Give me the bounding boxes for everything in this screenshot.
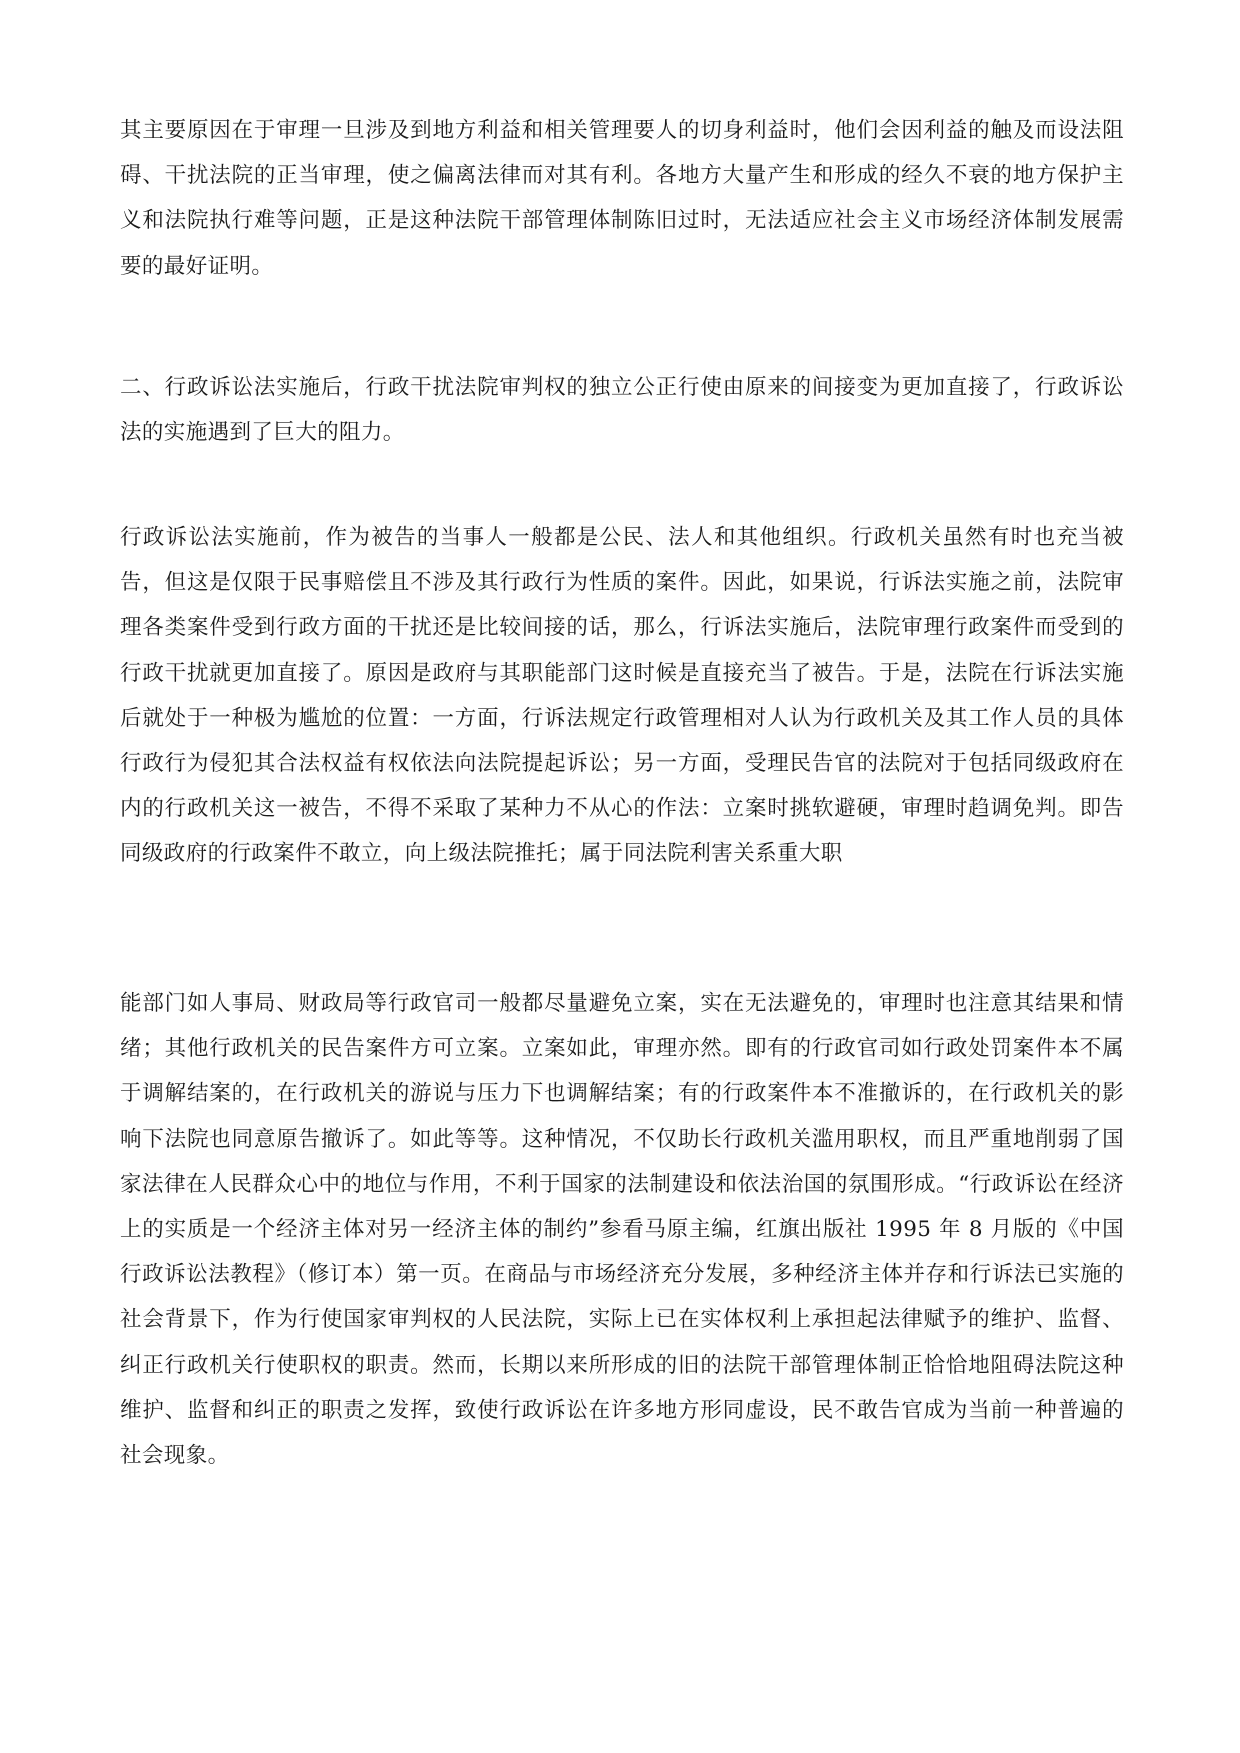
paragraph-before-implementation: 行政诉讼法实施前，作为被告的当事人一般都是公民、法人和其他组织。行政机关虽然有时也充当被告，但这是仅限于民事赔偿且不涉及其行政行为性质的案件。因此，如果说，行诉法实施之前，法院审理各类案件受到行政方面的干扰还是比较间接的话，那么，行诉法实施后，法院审理行政案件而受到的行政干扰就更加直接了。原因是政府与其职能部门这时候是直接充当了被告。于是，法院在行诉法实施后就处于一种极为尴尬的位置：一方面，行诉法规定行政管理相对人认为行政机关及其工作人员的具体行政行为侵犯其合法权益有权依法向法院提起诉讼；另一方面，受理民告官的法院对于包括同级政府在内的行政机关这一被告，不得不采取了某种力不从心的作法：立案时挑软避硬，审理时趋调免判。即告同级政府的行政案件不敢立，向上级法院推托；属于同法院利害关系重大职 (120, 525, 1124, 867)
paragraph-cause-analysis: 其主要原因在于审理一旦涉及到地方利益和相关管理要人的切身利益时，他们会因利益的触及而设法阻碍、干扰法院的正当审理，使之偏离法律而对其有利。各地方大量产生和形成的经久不衰的地方保护主义和法院执行难等问题，正是这种法院干部管理体制陈旧过时，无法适应社会主义市场经济体制发展需要的最好证明。 (120, 118, 1124, 279)
section-heading-two: 二、行政诉讼法实施后，行政干扰法院审判权的独立公正行使由原来的间接变为更加直接了，行政诉讼法的实施遇到了巨大的阻力。 (120, 375, 1124, 446)
paragraph-continued: 能部门如人事局、财政局等行政官司一般都尽量避免立案，实在无法避免的，审理时也注意其结果和情绪；其他行政机关的民告案件方可立案。立案如此，审理亦然。即有的行政官司如行政处罚案件本不属于调解结案的，在行政机关的游说与压力下也调解结案；有的行政案件本不准撤诉的，在行政机关的影响下法院也同意原告撤诉了。如此等等。这种情况，不仅助长行政机关滥用职权，而且严重地削弱了国家法律在人民群众心中的地位与作用，不利于国家的法制建设和依法治国的氛围形成。“行政诉讼在经济上的实质是一个经济主体对另一经济主体的制约”参看马原主编，红旗出版社 1995 年 8 月版的《中国行政诉讼法教程》（修订本）第一页。在商品与市场经济充分发展，多种经济主体并存和行诉法已实施的社会背景下，作为行使国家审判权的人民法院，实际上已在实体权利上承担起法律赋予的维护、监督、纠正行政机关行使职权的职责。然而，长期以来所形成的旧的法院干部管理体制正恰恰地阻碍法院这种维护、监督和纠正的职责之发挥，致使行政诉讼在许多地方形同虚设，民不敢告官成为当前一种普遍的社会现象。 (120, 991, 1124, 1469)
